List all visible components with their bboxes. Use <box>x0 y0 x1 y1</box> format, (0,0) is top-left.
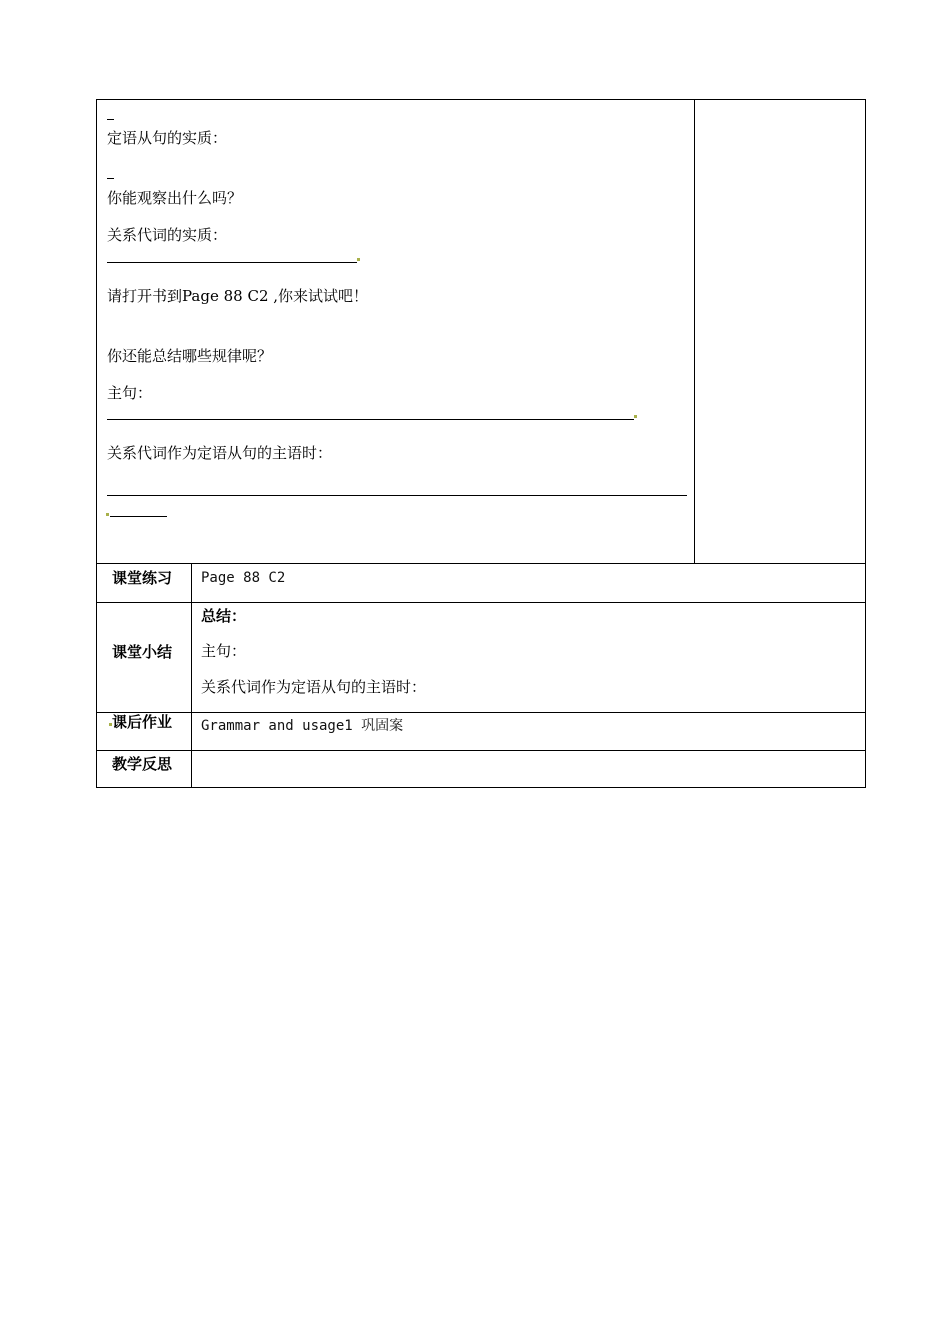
row-label-summary: 课堂小结 <box>112 643 173 661</box>
main-line-4: 请打开书到Page 88 C2 ,你来试试吧！ <box>107 287 369 305</box>
main-line-2: 你能观察出什么吗？ <box>107 189 243 207</box>
row-label-reflection: 教学反思 <box>112 755 173 773</box>
label-column-divider <box>191 563 192 787</box>
row-separator <box>97 563 865 564</box>
main-line-7: 关系代词作为定语从句的主语时： <box>107 444 333 462</box>
main-line-6: 主句： <box>107 384 153 402</box>
green-mark <box>357 258 360 261</box>
main-line-5: 你还能总结哪些规律呢？ <box>107 347 273 365</box>
row-label-homework: 课后作业 <box>112 713 173 731</box>
lesson-table <box>96 99 866 788</box>
answer-blank <box>107 495 687 496</box>
row-content-practice: Page 88 C2 <box>201 570 286 586</box>
summary-item-2: 关系代词作为定语从句的主语时： <box>201 678 427 696</box>
green-mark <box>634 415 637 418</box>
row-content-homework: Grammar and usage1 巩固案 <box>201 718 404 734</box>
answer-blank <box>110 516 167 517</box>
answer-blank <box>107 419 634 420</box>
side-column-divider <box>694 100 695 564</box>
answer-blank <box>107 262 357 263</box>
green-mark <box>106 513 109 516</box>
summary-item-1: 主句： <box>201 642 247 660</box>
dash-mark <box>107 178 114 179</box>
dash-mark <box>107 119 114 120</box>
main-line-1: 定语从句的实质： <box>107 129 228 147</box>
row-label-practice: 课堂练习 <box>112 569 173 587</box>
row-separator <box>97 750 865 751</box>
row-separator <box>97 712 865 713</box>
summary-title: 总结： <box>201 607 247 625</box>
main-line-3: 关系代词的实质： <box>107 226 228 244</box>
row-separator <box>97 602 865 603</box>
